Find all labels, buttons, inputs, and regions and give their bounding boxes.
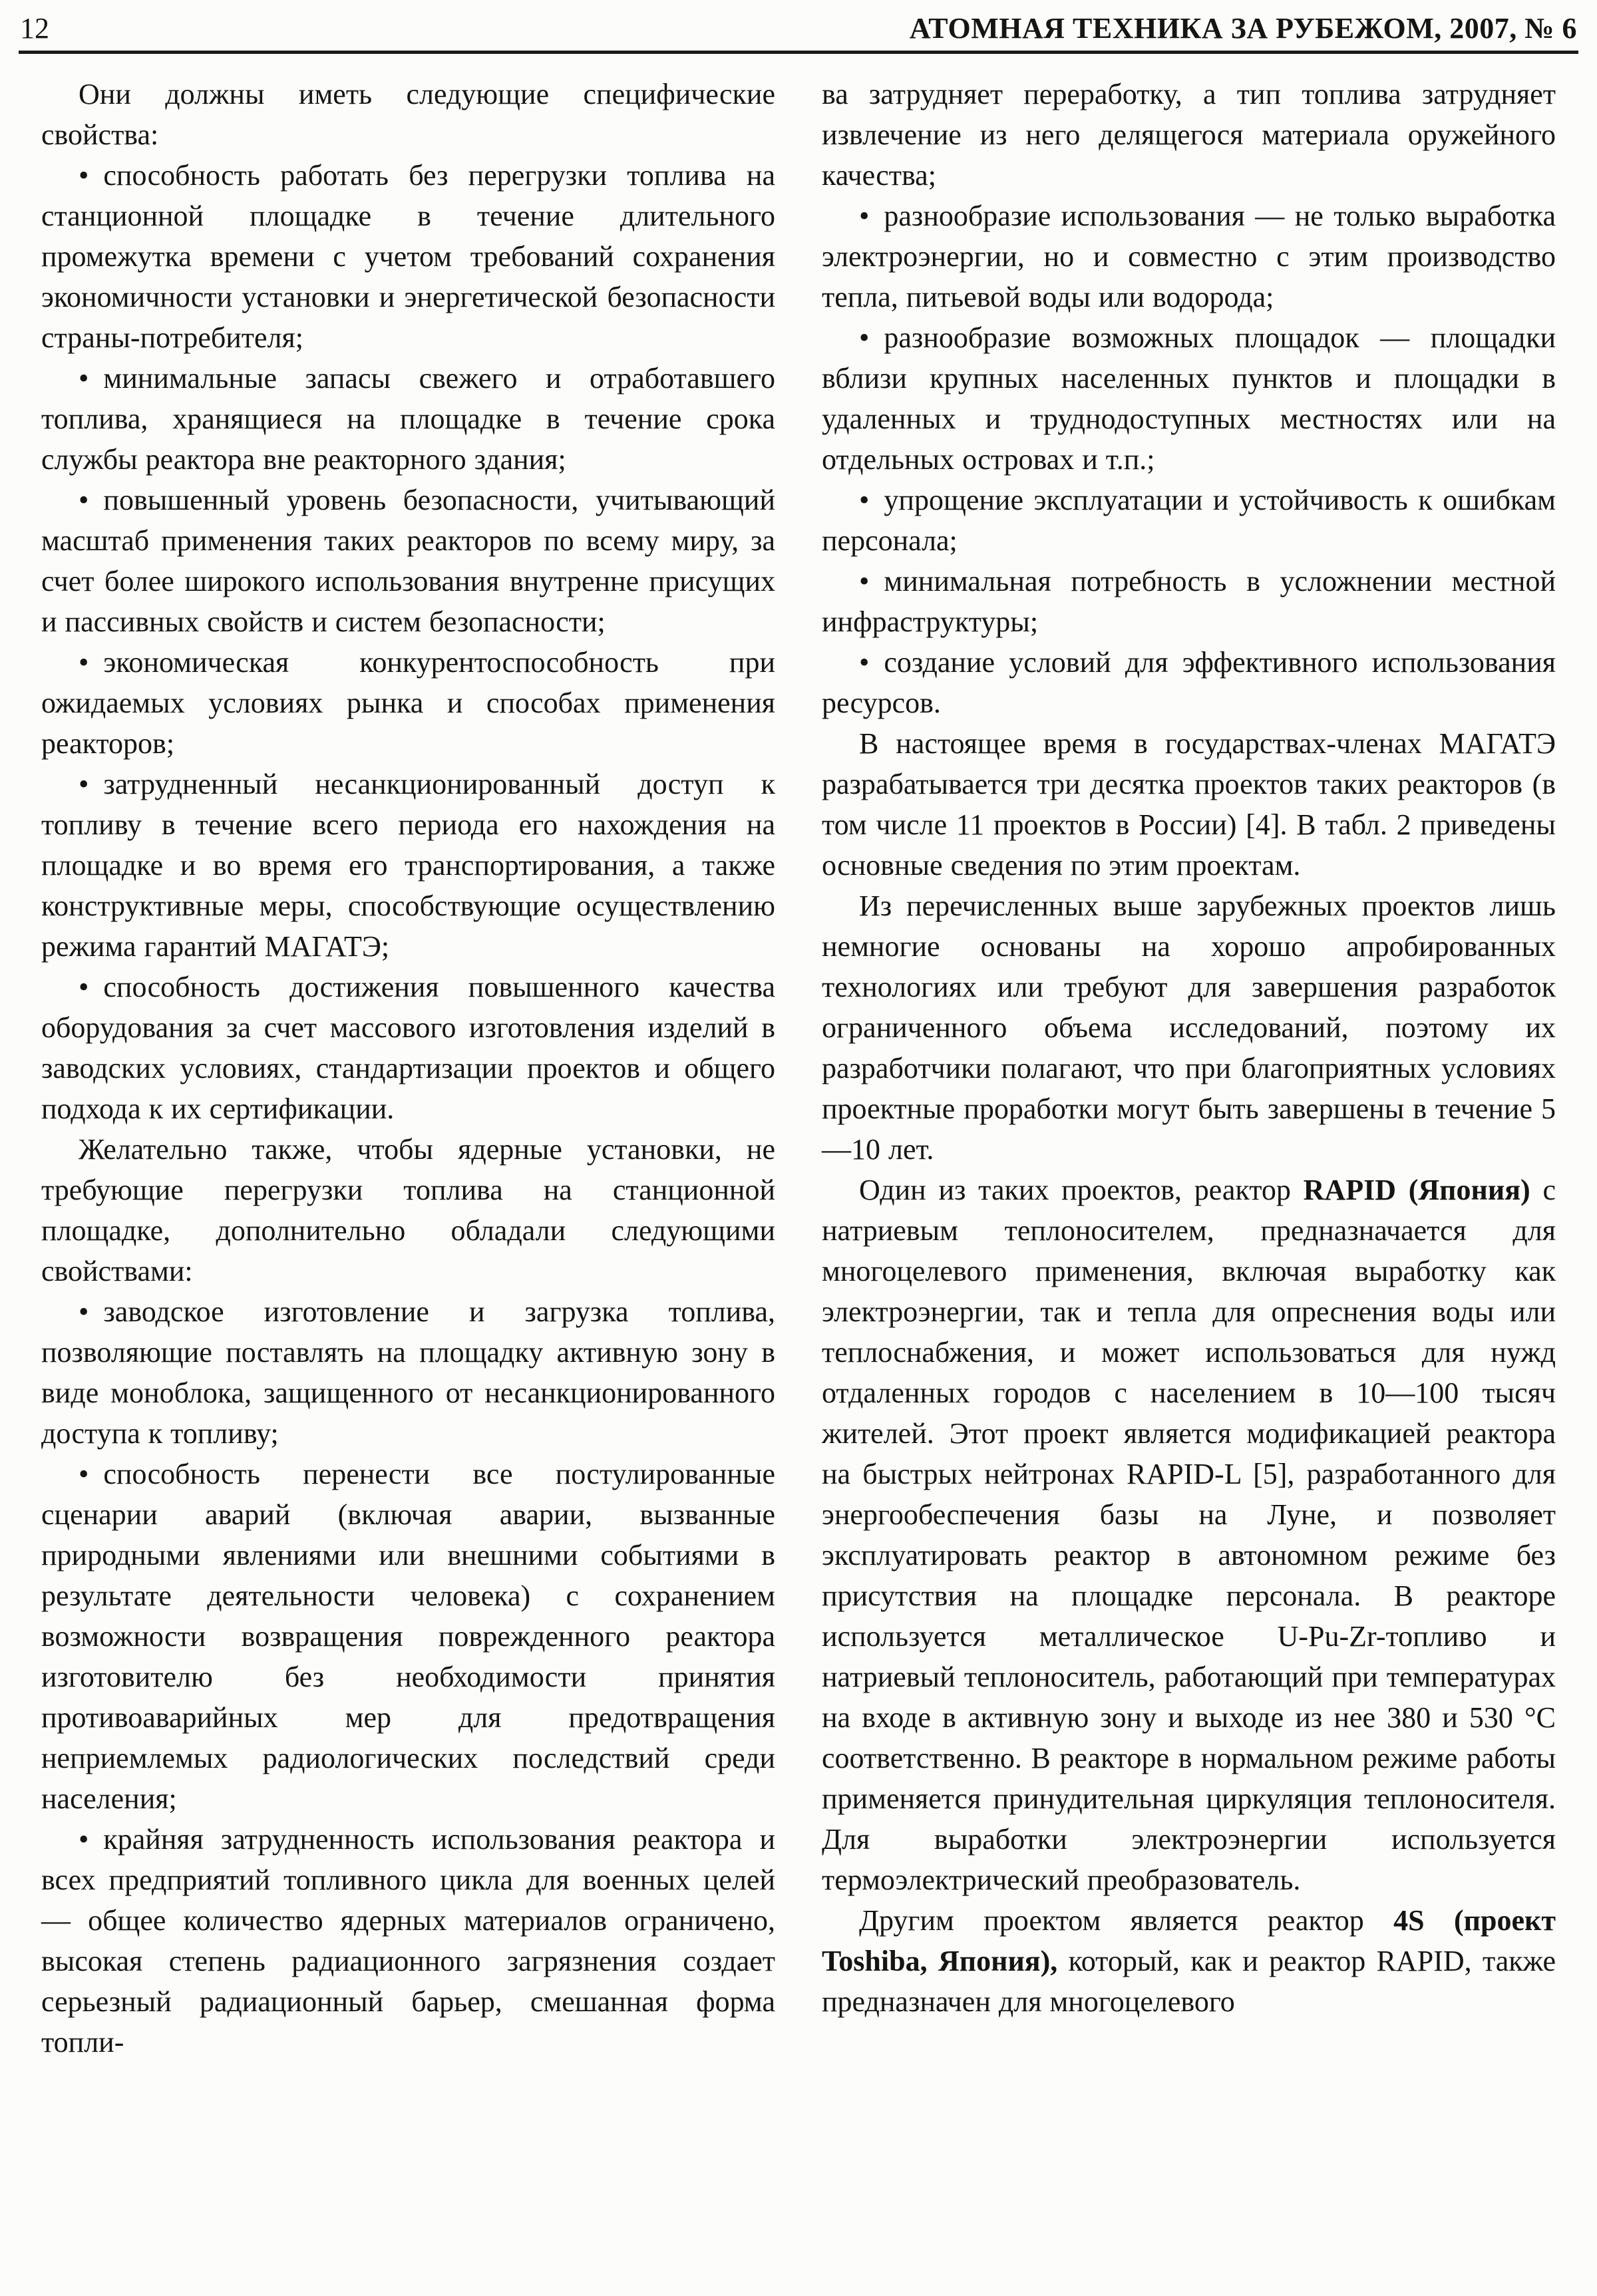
bullet-paragraph: • разнообразие возможных площадок — площадки вблизи крупных населенных пунктов и площадки в удаленных и труднодоступных местностях или на отдельных островах и т.п.; xyxy=(822,321,1556,476)
bullet-paragraph: • упрощение эксплуатации и устойчивость к ошибкам персонала; xyxy=(822,484,1556,557)
article-body xyxy=(41,74,1556,2062)
journal-title: АТОМНАЯ ТЕХНИКА ЗА РУБЕЖОМ, 2007, № 6 xyxy=(909,12,1577,45)
paragraph-text: Один из таких проектов, реактор xyxy=(859,1174,1304,1206)
bullet-paragraph: • создание условий для эффективного использования ресурсов. xyxy=(822,646,1556,719)
page-header xyxy=(19,12,1578,51)
paragraph-with-bold-term xyxy=(822,1170,1556,1900)
paragraph-text: который, как и реактор RAPID, также предназначен для многоцелевого xyxy=(822,1945,1556,2018)
bullet-paragraph: • затрудненный несанкционированный доступ к топливу в течение всего периода его нахождения на площадке и во время его транспортирования, а также конструктивные меры, способствующие осуществлению режима гарантий МАГАТЭ; xyxy=(41,768,775,963)
bullet-paragraph: • способность достижения повышенного качества оборудования за счет массового изготовления изделий в заводских условиях, стандартизации проектов и общего подхода к их сертификации. xyxy=(41,971,775,1125)
paragraph: В настоящее время в государствах-членах МАГАТЭ разрабатывается три десятка проектов таких реакторов (в том числе 11 проектов в России) [4]. В табл. 2 приведены основные сведения по этим проектам. xyxy=(822,727,1556,882)
bullet-paragraph: • минимальная потребность в усложнении местной инфраструктуры; xyxy=(822,565,1556,638)
bullet-paragraph: • способность перенести все постулированные сценарии аварий (включая аварии, вызванные природными явлениями или внешними событиями в результате деятельности человека) с сохранением возможности возвращения поврежденного реактора изготовителю без необходимости принятия противоаварийных мер для предотвращения неприемлемых радиологических последствий среди населения; xyxy=(41,1458,775,1815)
paragraph: Желательно также, чтобы ядерные установки, не требующие перегрузки топлива на станционной площадке, дополнительно обладали следующими свойствами: xyxy=(41,1133,775,1287)
paragraph: Они должны иметь следующие специфические свойства: xyxy=(41,78,775,151)
bullet-paragraph: • способность работать без перегрузки топлива на станционной площадке в течение длительного промежутка времени с учетом требований сохранения экономичности установки и энергетической безопасности страны-потребителя; xyxy=(41,159,775,354)
page-number: 12 xyxy=(20,12,49,45)
paragraph-text: с натриевым теплоносителем, предназначается для многоцелевого применения, включая выработку как электроэнергии, так и тепла для опреснения воды или теплоснабжения, и может использоваться для нужд отдаленных городов с населением в 10—100 тысяч жителей. Этот проект является модификацией реактора на быстрых нейтронах RAPID-L [5], разработанного для энергообеспечения базы на Луне, и позволяет эксплуатировать реактор в автономном режиме без присутствия на площадке персонала. В реакторе используется металлическое U-Pu-Zr-топливо и натриевый теплоноситель, работающий при температурах на входе в активную зону и выходе из нее 380 и 530 °С соответственно. В реакторе в нормальном режиме работы применяется принудительная циркуляция теплоносителя. Для выработки электроэнергии используется термоэлектрический преобразователь. xyxy=(822,1174,1556,1896)
paragraph-text: Другим проектом является реактор xyxy=(859,1904,1394,1937)
bullet-paragraph: • экономическая конкурентоспособность при ожидаемых условиях рынка и способах применения реакторов; xyxy=(41,646,775,760)
header-rule xyxy=(19,51,1578,54)
left-column xyxy=(41,74,775,2062)
bold-term: 4S (проект Toshiba, Япония), xyxy=(822,1904,1556,1977)
bullet-paragraph: • разнообразие использования — не только выработка электроэнергии, но и совместно с этим производство тепла, питьевой воды или водорода; xyxy=(822,200,1556,313)
bullet-paragraph: • заводское изготовление и загрузка топлива, позволяющие поставлять на площадку активную зону в виде моноблока, защищенного от несанкционированного доступа к топливу; xyxy=(41,1295,775,1450)
right-column xyxy=(822,74,1556,2062)
bold-term: RAPID (Япония) xyxy=(1303,1174,1530,1206)
paragraph: Из перечисленных выше зарубежных проектов лишь немногие основаны на хорошо апробированных технологиях или требуют для завершения разработок ограниченного объема исследований, поэтому их разработчики полагают, что при благоприятных условиях проектные проработки могут быть завершены в течение 5—10 лет. xyxy=(822,890,1556,1166)
continuation-paragraph: ва затрудняет переработку, а тип топлива затрудняет извлечение из него делящегося материала оружейного качества; xyxy=(822,78,1556,192)
bullet-paragraph: • минимальные запасы свежего и отработавшего топлива, хранящиеся на площадке в течение срока службы реактора вне реакторного здания; xyxy=(41,362,775,476)
bullet-paragraph: • крайняя затрудненность использования реактора и всех предприятий топливного цикла для военных целей — общее количество ядерных материалов ограничено, высокая степень радиационного загрязнения создает серьезный радиационный барьер, смешанная форма топли- xyxy=(41,1823,775,2058)
bullet-paragraph: • повышенный уровень безопасности, учитывающий масштаб применения таких реакторов по всему миру, за счет более широкого использования внутренне присущих и пассивных свойств и систем безопасности; xyxy=(41,484,775,638)
paragraph-with-bold-term xyxy=(822,1900,1556,2022)
